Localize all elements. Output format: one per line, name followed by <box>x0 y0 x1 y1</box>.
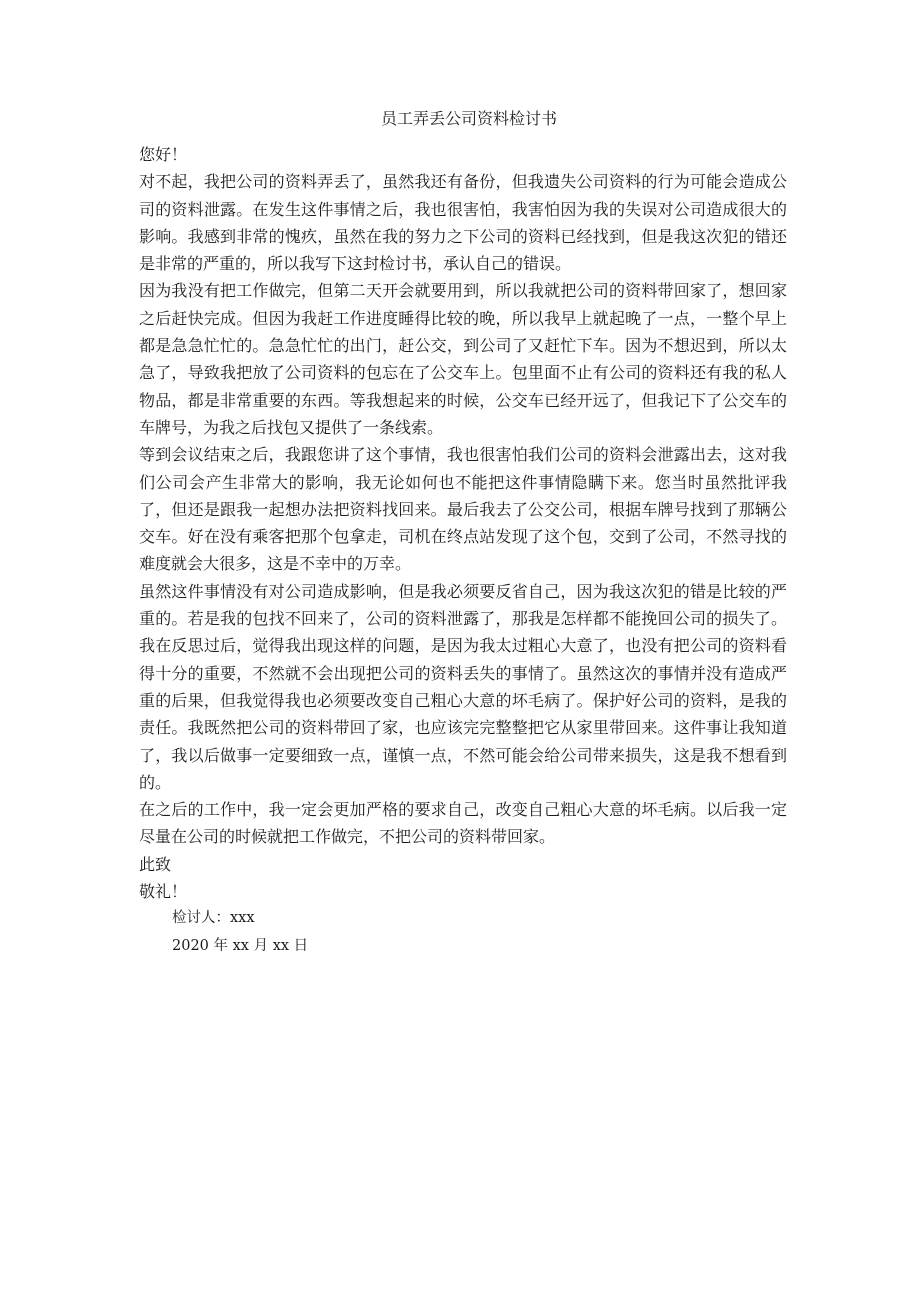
body-paragraph-4: 虽然这件事情没有对公司造成影响，但是我必须要反省自己，因为我这次犯的错是比较的严重的。若是我的包找不回来了，公司的资料泄露了，那我是怎样都不能挽回公司的损失了。我在反思过后，觉得我出现这样的问题，是因为我太过粗心大意了，也没有把公司的资料看得十分的重要，不然就不会出现把公司的资料丢失的事情了。虽然这次的事情并没有造成严重的后果，但我觉得我也必须要改变自己粗心大意的坏毛病了。保护好公司的资料，是我的责任。我既然把公司的资料带回了家，也应该完完整整把它从家里带回来。这件事让我知道了，我以后做事一定要细致一点，谨慎一点，不然可能会给公司带来损失，这是我不想看到的。 <box>139 581 787 792</box>
body-paragraph-3: 等到会议结束之后，我跟您讲了这个事情，我也很害怕我们公司的资料会泄露出去，这对我们公司会产生非常大的影响，我无论如何也不能把这件事情隐瞒下来。您当时虽然批评我了，但还是跟我一起想办法把资料找回来。最后我去了公交公司，根据车牌号找到了那辆公交车。好在没有乘客把那个包拿走，司机在终点站发现了这个包，交到了公司，不然寻找的难度就会大很多，这是不幸中的万幸。 <box>139 445 787 574</box>
body-paragraph-1: 对不起，我把公司的资料弄丢了，虽然我还有备份，但我遗失公司资料的行为可能会造成公司的资料泄露。在发生这件事情之后，我也很害怕，我害怕因为我的失误对公司造成很大的影响。我感到非常的愧疚，虽然在我的努力之下公司的资料已经找到，但是我这次犯的错还是非常的严重的，所以我写下这封检讨书，承认自己的错误。 <box>139 172 787 274</box>
body-paragraph-5: 在之后的工作中，我一定会更加严格的要求自己，改变自己粗心大意的坏毛病。以后我一定尽量在公司的时候就把工作做完，不把公司的资料带回家。 <box>139 800 787 847</box>
document-title: 员工弄丢公司资料检讨书 <box>380 109 557 128</box>
date-line: 2020 年 xx 月 xx 日 <box>172 937 309 954</box>
body-paragraph-2: 因为我没有把工作做完，但第二天开会就要用到，所以我就把公司的资料带回家了，想回家之后赶快完成。但因为我赶工作进度睡得比较的晚，所以我早上就起晚了一点，一整个早上都是急急忙忙的。急急忙忙的出门，赶公交，到公司了又赶忙下车。因为不想迟到，所以太急了，导致我把放了公司资料的包忘在了公交车上。包里面不止有公司的资料还有我的私人物品，都是非常重要的东西。等我想起来的时候，公交车已经开远了，但我记下了公交车的车牌号，为我之后找包又提供了一条线索。 <box>139 281 787 437</box>
greeting: 您好！ <box>139 145 188 164</box>
document-page <box>139 108 787 960</box>
closing-line-1: 此致 <box>139 854 172 874</box>
signer-line: 检讨人：xxx <box>172 910 255 927</box>
closing-line-2: 敬礼！ <box>139 882 188 902</box>
